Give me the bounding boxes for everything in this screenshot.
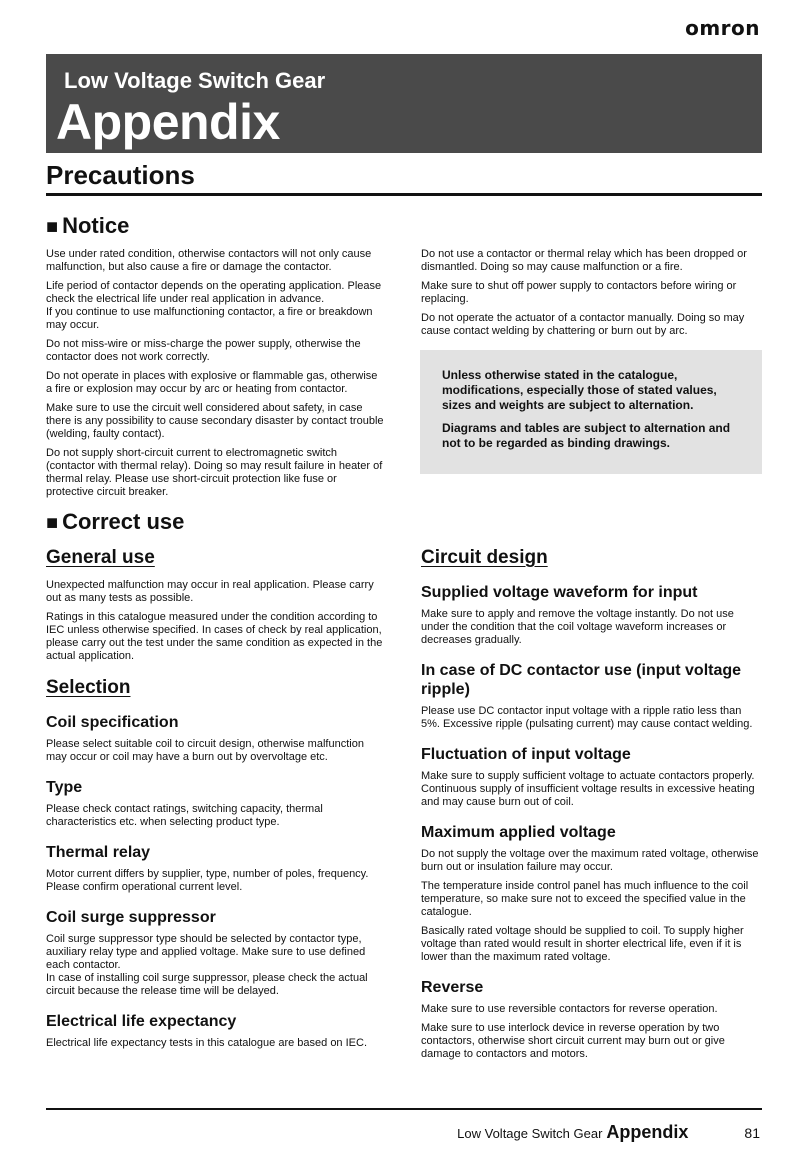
fluctuation-title: Fluctuation of input voltage bbox=[421, 746, 631, 763]
max-voltage-paragraph: The temperature inside control panel has much influence to the coil temperature, so make sure not to exceed the specified value in the catalogue. bbox=[421, 880, 749, 918]
type-title: Type bbox=[46, 779, 83, 796]
page-number: 81 bbox=[744, 1125, 760, 1141]
type-text: Please check contact ratings, switching capacity, thermal characteristics etc. when selecting product type. bbox=[46, 803, 323, 828]
notice-right-column bbox=[421, 248, 761, 344]
life-expectancy-title: Electrical life expectancy bbox=[46, 1013, 237, 1030]
banner-subtitle: Low Voltage Switch Gear bbox=[64, 68, 326, 93]
coil-surge-title: Coil surge suppressor bbox=[46, 909, 216, 926]
note-paragraph: Diagrams and tables are subject to alternation and not to be regarded as binding drawings. bbox=[442, 421, 731, 450]
life-expectancy-text: Electrical life expectancy tests in this catalogue are based on IEC. bbox=[46, 1037, 368, 1049]
coil-surge-text: Coil surge suppressor type should be selected by contactor type, auxiliary relay type and applied voltage. Make sure to use defined each contactor. In case of installing coil surge suppressor, please check the actual circuit because the release time will be delayed. bbox=[46, 933, 368, 997]
waveform-title: Supplied voltage waveform for input bbox=[421, 584, 698, 601]
notice-paragraph: Do not miss-wire or miss-charge the power supply, otherwise the contactor does not work correctly. bbox=[46, 338, 361, 363]
correct-use-right-column bbox=[421, 547, 761, 1067]
coil-spec-text: Please select suitable coil to circuit design, otherwise malfunction may occur or coil may have a burn out by overvoltage etc. bbox=[46, 738, 364, 763]
notice-left-column bbox=[46, 248, 386, 505]
reverse-paragraph: Make sure to use reversible contactors for reverse operation. bbox=[421, 1003, 718, 1015]
coil-spec-title: Coil specification bbox=[46, 714, 179, 731]
fluctuation-text: Make sure to supply sufficient voltage to actuate contactors properly. Continuous supply of insufficient voltage results in excessive heating and may cause burn out of coil. bbox=[421, 770, 755, 808]
square-bullet-icon: ■ bbox=[46, 512, 59, 534]
max-voltage-paragraph: Basically rated voltage should be supplied to coil. To supply higher voltage than rated would result in shorter electrical life, even if it is lower than the maximum rated voltage. bbox=[421, 925, 744, 963]
notice-paragraph: Do not use a contactor or thermal relay which has been dropped or dismantled. Doing so may cause malfunction or a fire. bbox=[421, 248, 747, 273]
general-use-title: General use bbox=[46, 547, 155, 568]
banner-title: Appendix bbox=[56, 94, 280, 150]
footer-label-bold: Appendix bbox=[606, 1122, 689, 1142]
square-bullet-icon: ■ bbox=[46, 216, 59, 238]
omron-logo: omron bbox=[685, 16, 760, 40]
reverse-paragraph: Make sure to use interlock device in reverse operation by two contactors, otherwise short circuit current may burn out or give damage to contactors and motors. bbox=[421, 1022, 725, 1060]
footer-divider bbox=[46, 1108, 762, 1110]
alteration-note-box bbox=[420, 350, 762, 474]
dc-ripple-title: In case of DC contactor use (input voltage ripple) bbox=[421, 662, 742, 698]
correct-use-heading-text: Correct use bbox=[62, 509, 185, 534]
waveform-text: Make sure to apply and remove the voltage instantly. Do not use under the condition that the coil voltage waveform increases or decreases gradually. bbox=[421, 608, 734, 646]
title-banner bbox=[46, 54, 762, 153]
notice-heading-text: Notice bbox=[62, 213, 130, 238]
footer-label: Low Voltage Switch Gear bbox=[457, 1126, 603, 1141]
max-voltage-title: Maximum applied voltage bbox=[421, 824, 616, 841]
notice-paragraph: Life period of contactor depends on the operating application. Please check the electrical life under real application in advance. If you continue to use malfunctioning contactor, a fire or breakdown may occur. bbox=[46, 280, 382, 331]
thermal-relay-title: Thermal relay bbox=[46, 844, 151, 861]
note-paragraph: Unless otherwise stated in the catalogue, modifications, especially those of stated values, sizes and weights are subject to alternation. bbox=[442, 368, 717, 412]
general-use-paragraph: Ratings in this catalogue measured under the condition according to IEC unless otherwise specified. In cases of check by real application, please carry out the test under the same condition as expected in the actual application. bbox=[46, 611, 383, 662]
notice-paragraph: Do not supply short-circuit current to electromagnetic switch (contactor with thermal relay). Doing so may result failure in heater of thermal relay. Please use short-circuit protection like fuse or protective circuit breaker. bbox=[46, 447, 383, 498]
page-footer bbox=[457, 1122, 760, 1143]
dc-ripple-text: Please use DC contactor input voltage with a ripple ratio less than 5%. Excessive ripple (pulsating current) may cause contact welding. bbox=[421, 705, 753, 730]
notice-paragraph: Do not operate in places with explosive or flammable gas, otherwise a fire or explosion may occur by arc or heating from contactor. bbox=[46, 370, 378, 395]
general-use-paragraph: Unexpected malfunction may occur in real application. Please carry out as many tests as possible. bbox=[46, 579, 374, 604]
thermal-relay-text: Motor current differs by supplier, type, number of poles, frequency. Please confirm operational current level. bbox=[46, 868, 369, 893]
selection-title: Selection bbox=[46, 677, 131, 698]
notice-paragraph: Do not operate the actuator of a contactor manually. Doing so may cause contact welding by chattering or burn out by arc. bbox=[421, 312, 745, 337]
notice-paragraph: Make sure to shut off power supply to contactors before wiring or replacing. bbox=[421, 280, 737, 305]
notice-paragraph: Make sure to use the circuit well considered about safety, in case there is any possibility to cause secondary disaster by contact trouble (welding, faulty contact). bbox=[46, 402, 384, 440]
notice-paragraph: Use under rated condition, otherwise contactors will not only cause malfunction, but also cause a fire or damage the contactor. bbox=[46, 248, 372, 273]
notice-heading bbox=[46, 213, 129, 239]
page-title: Precautions bbox=[46, 160, 195, 190]
circuit-design-title: Circuit design bbox=[421, 547, 548, 568]
max-voltage-paragraph: Do not supply the voltage over the maximum rated voltage, otherwise burn out or insulation failure may occur. bbox=[421, 848, 759, 873]
correct-use-left-column bbox=[46, 547, 386, 1056]
reverse-title: Reverse bbox=[421, 979, 484, 996]
title-divider bbox=[46, 193, 762, 196]
correct-use-heading bbox=[46, 509, 184, 535]
